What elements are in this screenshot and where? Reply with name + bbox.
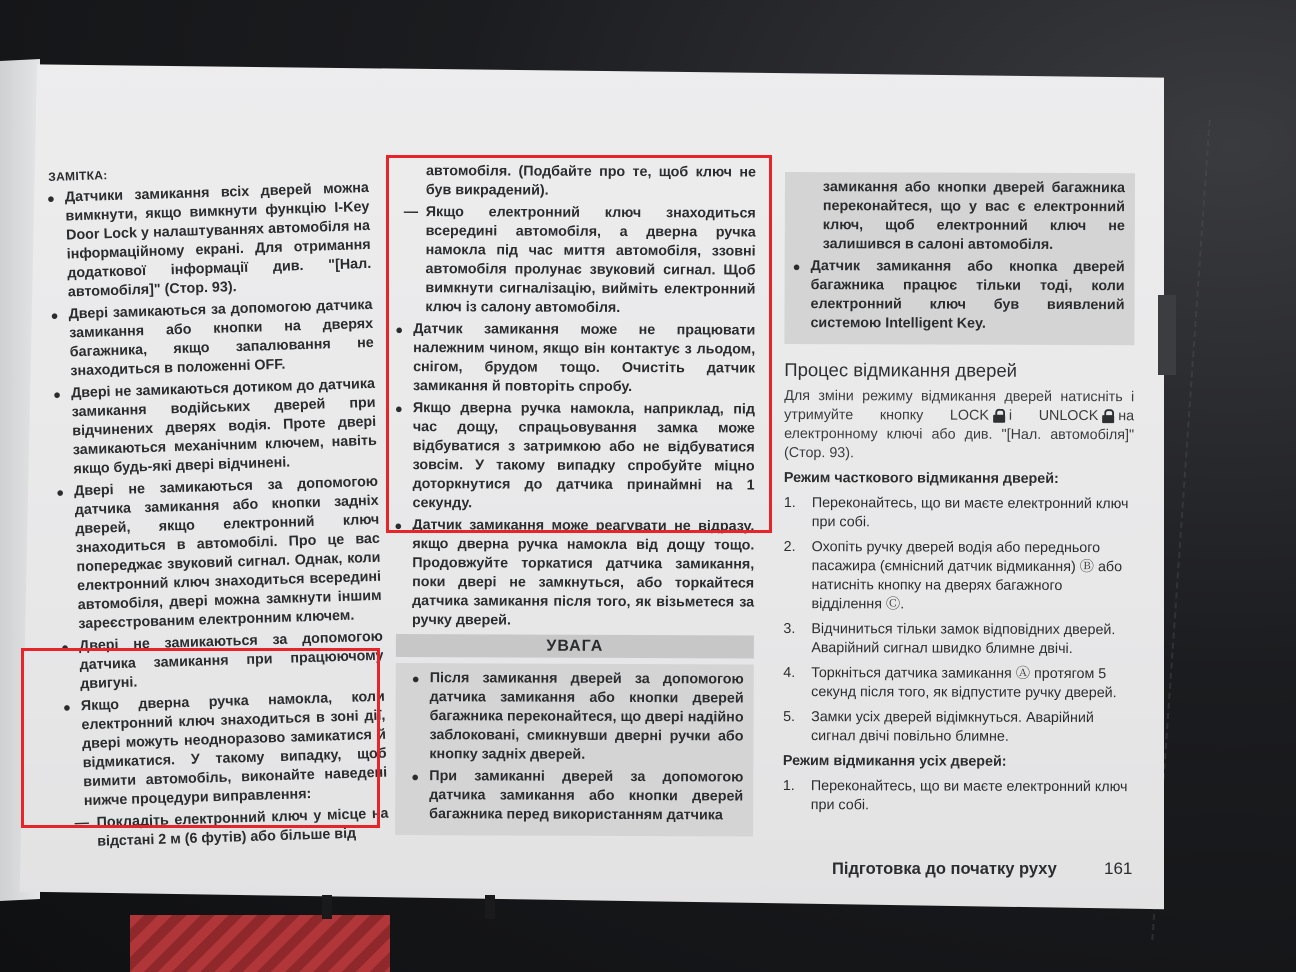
subheading: Режим часткового відмикання дверей: — [783, 469, 1059, 487]
column-right — [783, 172, 1135, 822]
warning-heading: УВАГА — [396, 634, 754, 659]
step-text: Охопіть ручку дверей водія або переднього пасажира (ємнісний датчик відмикання) Ⓑ або натисніть кнопку на дверях багажного відділення Ⓒ. — [811, 539, 1123, 613]
footer-section-title: Підготовка до початку руху — [832, 860, 1057, 878]
step-text: Замки усіх дверей відімкнуться. Аварійний сигнал двічі повільно блимне. — [811, 709, 1094, 745]
note-bullet: ● Двері не замикаються за допомогою датчика замикання або кнопки задніх дверей, якщо електронний ключ знаходиться в автомобілі. Про це вас попереджає звуковий сигнал. Однак, коли електронний ключ знаходиться всередині автомобіля, двері можна замкнути іншим зареєстрованим електронним ключем. — [58, 473, 383, 635]
warning-box — [395, 663, 754, 837]
warning-continued: замикання або кнопки дверей багажника переконайтеся, що у вас є електронний ключ, щоб електронний ключ не залишився в салоні автомобіля. — [822, 179, 1125, 253]
subheading: Режим відмикання усіх дверей: — [782, 752, 1007, 770]
warning-bullet: ● Після замикання дверей за допомогою датчика замикання або кнопки дверей багажника переконайтеся, що двері надійно заблоковані, смикнувши дверні ручки або кнопку задніх дверей. — [413, 669, 743, 765]
note-bullet: ● Двері замикаються за допомогою датчика замикання або кнопки на дверях багажника, якщо запалювання не знаходиться в положенні OFF. — [52, 296, 374, 382]
step-item — [783, 620, 1133, 659]
highlight-box-middle — [386, 155, 772, 533]
step-text: Торкніться датчика замикання Ⓐ протягом 5 секунд після того, як відпустите ручку дверей. — [811, 665, 1117, 702]
step-number: 2. — [783, 538, 796, 556]
continued-text: автомобіля. (Подбайте про те, щоб ключ не був викрадений). — [425, 163, 756, 199]
step-number: 1. — [783, 494, 796, 512]
intro-paragraph — [784, 387, 1134, 464]
warning-box-continued — [784, 172, 1135, 345]
binding-mark — [322, 895, 332, 919]
dash-item: — Покладіть електронний ключ у місце на відстані 2 м (6 футів) або більше від — [68, 805, 389, 853]
lock-icon — [993, 409, 1005, 422]
note-bullet: ● Двері не замикаються дотиком до датчика замикання водійських дверей при відчинених дверях водія. Проте двері замикаються механічним ключем, навіть якщо будь-які двері відчинені. — [55, 375, 378, 480]
unlock-icon — [1102, 409, 1114, 422]
bullet: ● Якщо дверна ручка намокла, наприклад, під час дощу, спрацьовування замка може відбуватися з затримкою або не відбуватися зовсім. У такому випадку спробуйте міцно доторкнутися до датчика принаймні на 1 секунду. — [396, 399, 754, 515]
step-item — [783, 538, 1133, 615]
dash-item: — Якщо електронний ключ знаходиться всередині автомобіля, а дверна ручка намокла під час миття автомобіля, ззовні автомобіля пролунає звуковий сигнал. Щоб вимкнути сигналізацію, вийміть електронний ключ із салону автомобіля. — [397, 203, 755, 319]
note-bullet: ● Двері не замикаються за допомогою датчика замикання при працюючому двигуні. — [63, 628, 385, 695]
warning-bullet: ● При замиканні дверей за допомогою датчика замикання або кнопки дверей багажника перед використанням датчика — [413, 767, 743, 825]
step-item — [783, 664, 1133, 703]
bullet: ● Датчик замикання може реагувати не відразу, якщо дверна ручка намокла від дощу тощо. Продовжуйте торкатися датчика замикання, поки двері не замкнуться, або торкайтеся датчика замикання після того, як візьметеся за ручку дверей. — [396, 516, 754, 632]
note-bullet: ● Датчики замикання всіх дверей можна вимкнути, якщо вимкнути функцію I-Key Door Lock у налаштуваннях автомобіля на інформаційному екрані. Для отримання додаткової інформації див. "[Нал. автомобіля]" (Стор. 93). — [49, 179, 372, 303]
bullet: ● Датчик замикання може не працювати належним чином, якщо він контактує з льодом, снігом, брудом тощо. Очистіть датчик замикання й повторіть спробу. — [397, 320, 755, 398]
step-text: Переконайтесь, що ви маєте електронний ключ при собі. — [810, 778, 1128, 814]
red-fabric — [130, 915, 390, 972]
intro-text: на електронному ключі або див. "[Нал. автомобіля]" (Стор. 93). — [783, 408, 1135, 462]
step-text: Переконайтесь, що ви маєте електронний ключ при собі. — [811, 495, 1129, 531]
step-item — [783, 777, 1133, 816]
step-number: 5. — [783, 708, 796, 726]
step-number: 3. — [783, 620, 796, 638]
warning-bullet: ● Датчик замикання або кнопка дверей багажника працює тільки тоді, коли електронний ключ був виявлений системою Intelligent Key. — [794, 257, 1124, 334]
highlight-box-left — [21, 648, 380, 828]
page-number: 161 — [1104, 859, 1133, 878]
intro-text: Для зміни режиму відмикання дверей натисніть і утримуйте кнопку LOCK — [784, 387, 1135, 424]
section-title: Процес відмикання дверей — [784, 358, 1018, 381]
step-item — [783, 708, 1133, 747]
step-text: Відчиниться тільки замок відповідних дверей. Аварійний сигнал швидко блимне двічі. — [811, 621, 1116, 658]
thumb-index-tab — [1158, 295, 1176, 375]
note-title: ЗАМІТКА: — [48, 168, 108, 184]
step-item — [784, 494, 1134, 533]
binding-mark — [485, 895, 495, 919]
intro-text: і UNLOCK — [1008, 407, 1099, 425]
step-number: 1. — [782, 777, 795, 795]
note-bullet: ● Якщо дверна ручка намокла, коли електронний ключ знаходиться в зоні дії, двері можуть неодноразово замикатися й відмикатися. У такому випадку, щоб вимити автомобіль, виконайте наведені нижче процедури виправлення: — [65, 688, 388, 812]
step-number: 4. — [783, 664, 796, 682]
